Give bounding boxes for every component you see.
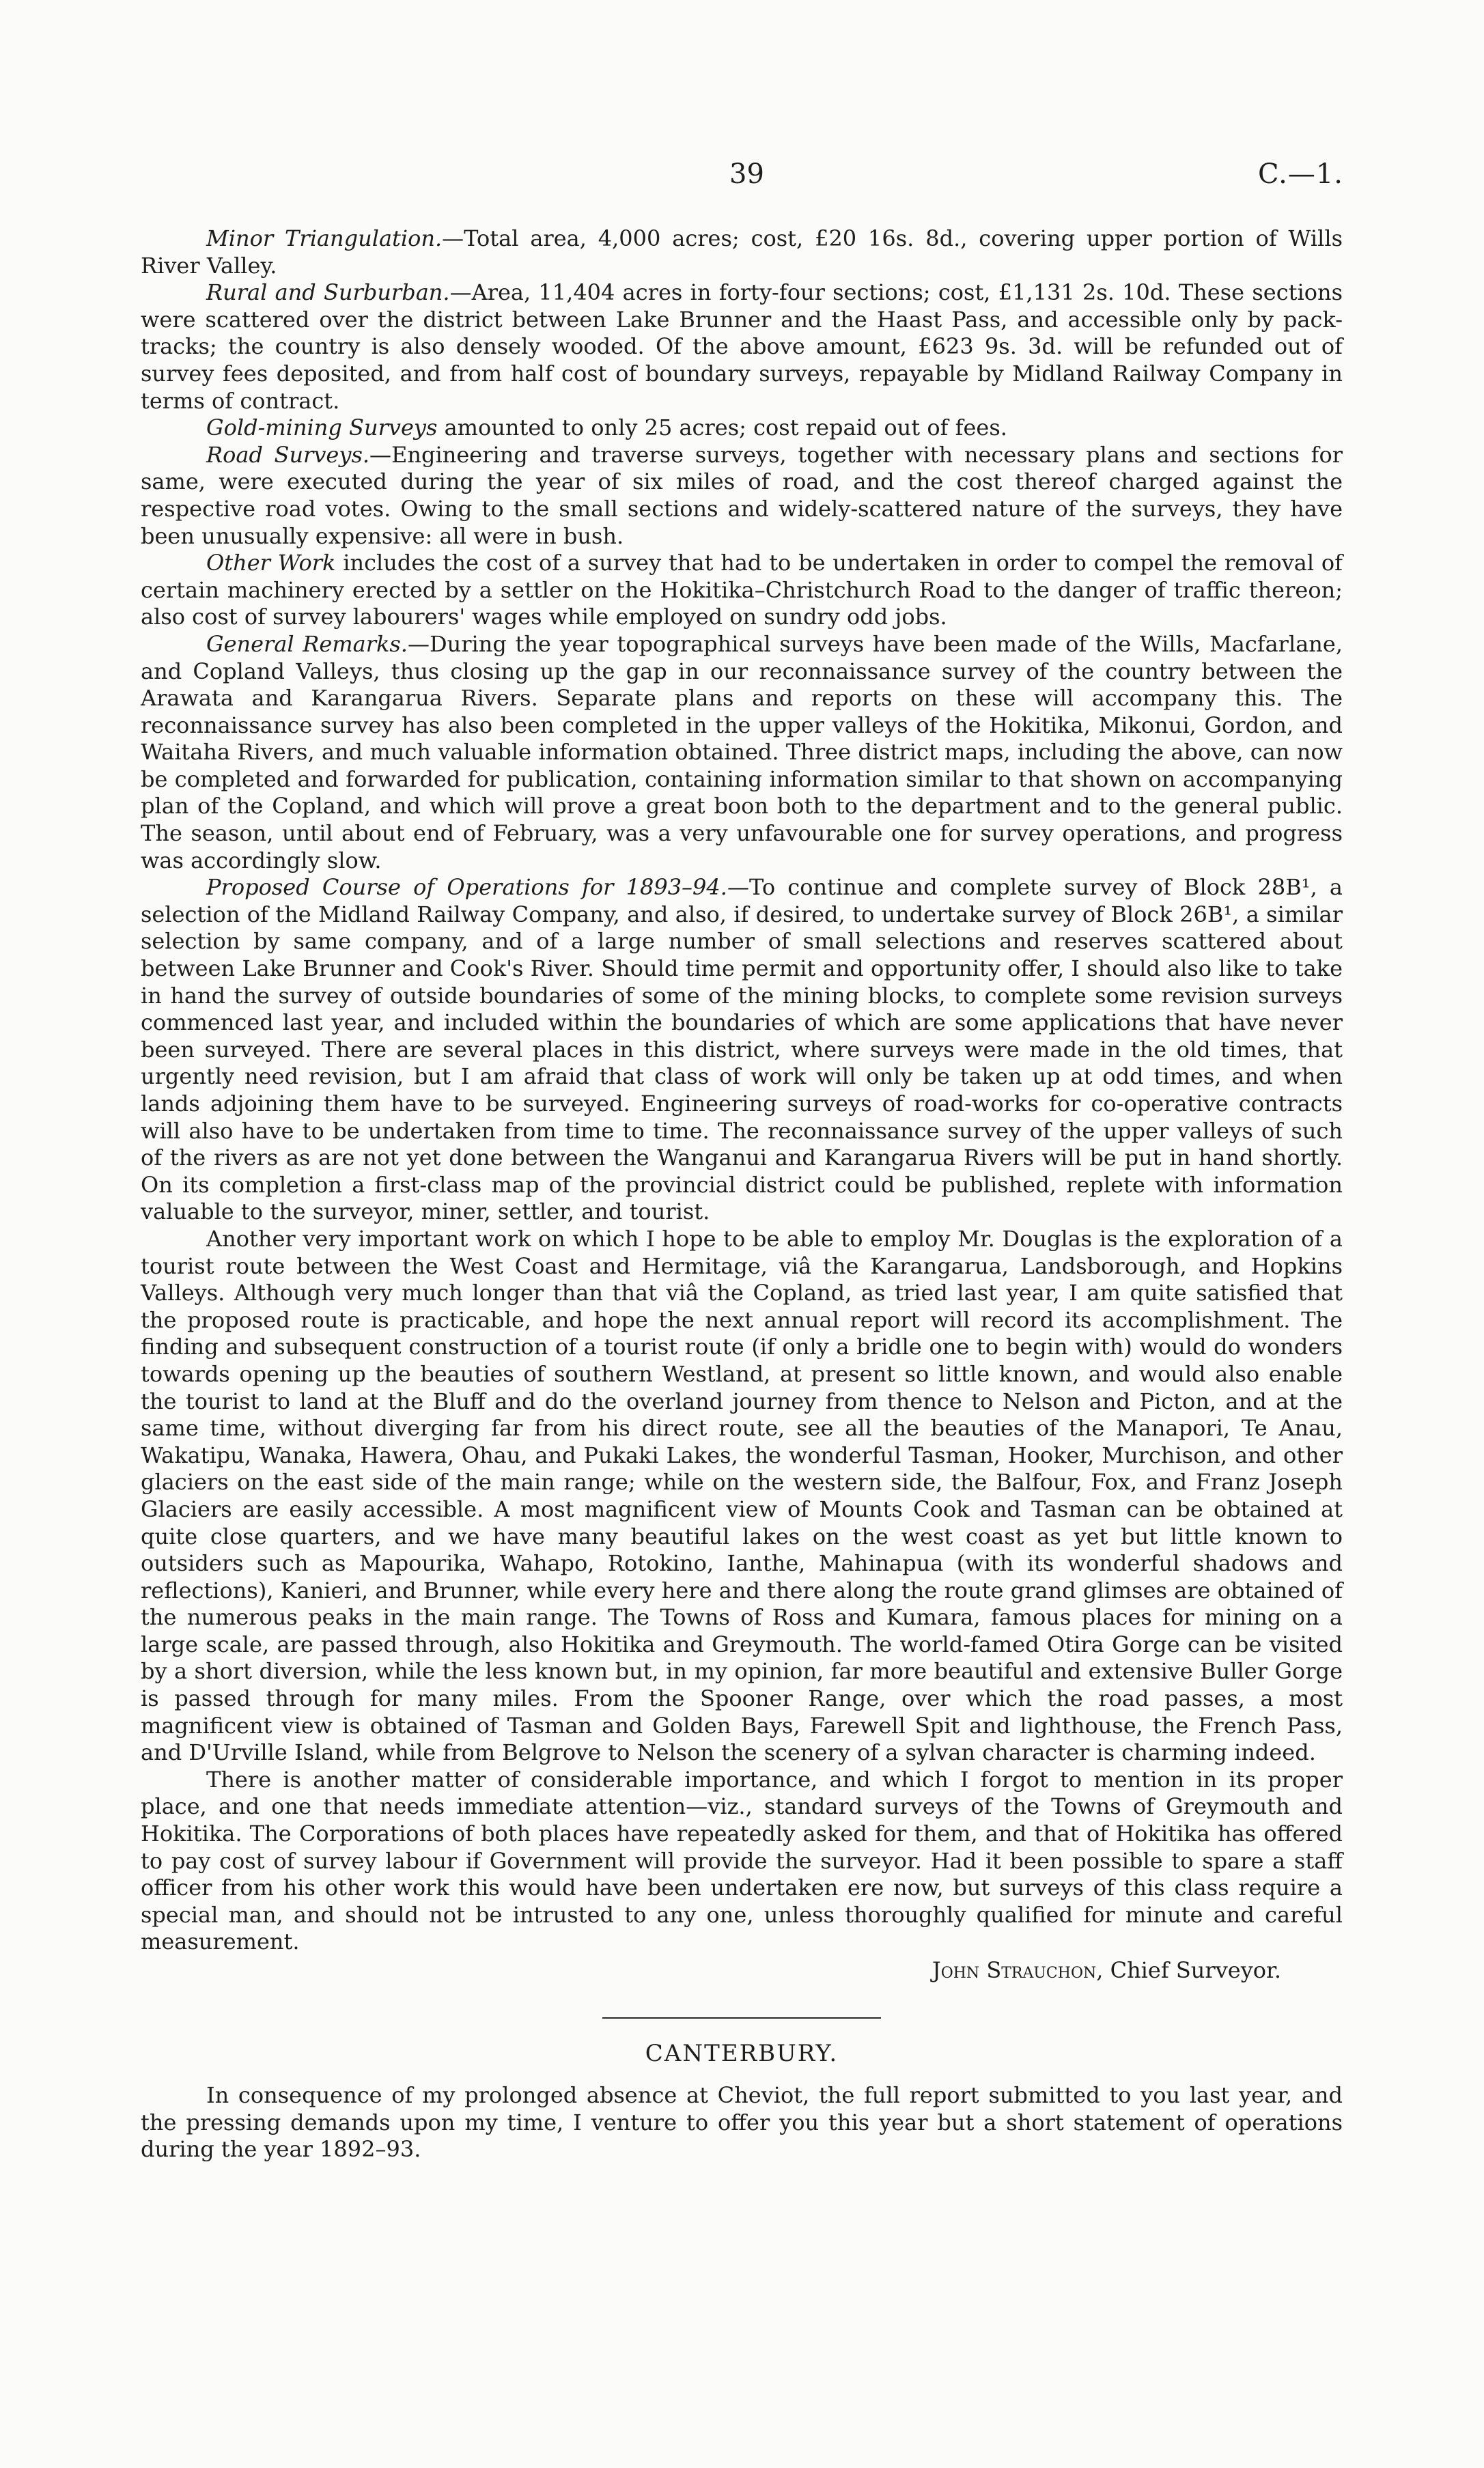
paragraph-text: —To continue and complete survey of Block 28B¹, a selection of the Midland Railway Company, and also, if desired, to undertake survey of Block 26B¹, a similar selection by same company, and of a large number of small selections and reserves scattered about between Lake Brunner and Cook's River. Should time permit and opportunity offer, I should also like to take in hand the survey of outside boundaries of some of the mining blocks, to complete some revision surveys commenced last year, and included within the boundaries of which are some applications that have never been surveyed. There are several places in this district, where surveys were made in the old times, that urgently need revision, but I am afraid that class of work will only be taken up at odd times, and when lands adjoining them have to be surveyed. Engineering surveys of road-works for co-operative contracts will also have to be undertaken from time to time. The reconnaissance survey of the upper valleys of such of the rivers as are not yet done between the Wanganui and Karangarua Rivers will be put in hand shortly. On its completion a first-class map of the provincial district could be published, replete with information valuable to the surveyor, miner, settler, and tourist. [141, 874, 1343, 1225]
section-divider [602, 2017, 881, 2019]
paragraph-lead: Other Work [206, 550, 336, 576]
report-body [141, 225, 1343, 2163]
paragraph-minor-triangulation [141, 225, 1343, 279]
paragraph-text: —Area, 11,404 acres in forty-four sections; cost, £1,131 2s. 10d. These sections were scattered over the district between Lake Brunner and the Haast Pass, and accessible only by pack-tracks; the country is also densely wooded. Of the above amount, £623 9s. 3d. will be refunded out of survey fees deposited, and from half cost of boundary surveys, repayable by Midland Railway Company in terms of contract. [141, 279, 1343, 414]
page-header [0, 158, 1484, 206]
paragraph-text: In consequence of my prolonged absence at Cheviot, the full report submitted to you last year, and the pressing demands upon my time, I venture to offer you this year but a short statement of operations during the year 1892–93. [141, 2082, 1343, 2163]
section-heading-canterbury: CANTERBURY. [645, 2039, 839, 2067]
paragraph-text: —During the year topographical surveys have been made of the Wills, Macfarlane, and Copland Valleys, thus closing up the gap in our reconnaissance survey of the country between the Arawata and Karangarua Rivers. Separate plans and reports on these will accompany this. The reconnaissance survey has also been completed in the upper valleys of the Hokitika, Mikonui, Gordon, and Waitaha Rivers, and much valuable information obtained. Three district maps, including the above, can now be completed and forwarded for publication, containing information similar to that shown on accompanying plan of the Copland, and which will prove a great boon both to the department and to the general public. The season, until about end of February, was a very unfavourable one for survey operations, and progress was accordingly slow. [141, 630, 1343, 873]
paragraph-gold-mining [141, 415, 1343, 442]
paragraph-text: amounted to only 25 acres; cost repaid out of fees. [437, 415, 1007, 441]
paragraph-text: There is another matter of considerable importance, and which I forgot to mention in its proper place, and one that needs immediate attention—viz., standard surveys of the Towns of Greymouth and Hokitika. The Corporations of both places have repeatedly asked for them, and that of Hokitika has offered to pay cost of survey labour if Government will provide the surveyor. Had it been possible to spare a staff officer from his other work this would have been undertaken ere now, but surveys of this class require a special man, and should not be intrusted to any one, unless thoroughly qualified for minute and careful measurement. [141, 1766, 1343, 1955]
signature-name: John Strauchon [932, 1957, 1097, 1983]
paragraph-text: Another very important work on which I hope to be able to employ Mr. Douglas is the exploration of a tourist route between the West Coast and Hermitage, viâ the Karangarua, Landsborough, and Hopkins Valleys. Although very much longer than that viâ the Copland, as tried last year, I am quite satisfied that the proposed route is practicable, and hope the next annual report will record its accomplishment. The finding and subsequent construction of a tourist route (if only a bridle one to begin with) would do wonders towards opening up the beauties of southern Westland, at present so little known, and would also enable the tourist to land at the Bluff and do the overland journey from thence to Nelson and Picton, and at the same time, without diverging far from his direct route, see all the beauties of the Manapori, Te Anau, Wakatipu, Wanaka, Hawera, Ohau, and Pukaki Lakes, the wonderful Tasman, Hooker, Murchison, and other glaciers on the east side of the main range; while on the western side, the Balfour, Fox, and Franz Joseph Glaciers are easily accessible. A most magnificent view of Mounts Cook and Tasman can be obtained at quite close quarters, and we have many beautiful lakes on the west coast as yet but little known to outsiders such as Mapourika, Wahapo, Rotokino, Ianthe, Mahinapua (with its wonderful shadows and reflections), Kanieri, and Brunner, while every here and there along the route grand glimses are obtained of the numerous peaks in the main range. The Towns of Ross and Kumara, famous places for mining on a large scale, are passed through, also Hokitika and Greymouth. The world-famed Otira Gorge can be visited by a short diversion, while the less known but, in my opinion, far more beautiful and extensive Buller Gorge is passed through for many miles. From the Spooner Range, over which the road passes, a most magnificent view is obtained of Tasman and Golden Bays, Farewell Spit and lighthouse, the French Pass, and D'Urville Island, while from Belgrove to Nelson the scenery of a sylvan character is charming indeed. [141, 1225, 1343, 1766]
paragraph-lead: Proposed Course of Operations for 1893–94. [206, 874, 727, 901]
signature [141, 1957, 1343, 1985]
paragraph-road-surveys [141, 442, 1343, 550]
paragraph-lead: Gold-mining Surveys [206, 415, 438, 441]
paragraph-town-surveys [141, 1767, 1343, 1956]
paragraph-lead: Rural and Surburban. [206, 279, 450, 306]
paragraph-general-remarks [141, 631, 1343, 874]
series-code: C.—1. [1257, 158, 1343, 190]
paragraph-tourist-route [141, 1226, 1343, 1767]
paragraph-lead: General Remarks. [206, 630, 408, 657]
page-number: 39 [729, 158, 764, 190]
paragraph-other-work [141, 550, 1343, 631]
paragraph-text: —Total area, 4,000 acres; cost, £20 16s. 8d., covering upper portion of Wills River Valley. [141, 225, 1343, 279]
paragraph-lead: Road Surveys. [206, 441, 370, 468]
paragraph-lead: Minor Triangulation. [206, 225, 443, 251]
paragraph-proposed-operations [141, 874, 1343, 1226]
paragraph-canterbury-intro [141, 2082, 1343, 2163]
paragraph-rural-suburban [141, 279, 1343, 415]
paragraph-text: —Engineering and traverse surveys, together with necessary plans and sections for same, were executed during the year of six miles of road, and the cost thereof charged against the respective road votes. Owing to the small sections and widely-scattered nature of the surveys, they have been unusually expensive: all were in bush. [141, 441, 1343, 549]
paragraph-text: includes the cost of a survey that had to be undertaken in order to compel the removal of certain machinery erected by a settler on the Hokitika–Christchurch Road to the danger of traffic thereon; also cost of survey labourers' wages while employed on sundry odd jobs. [141, 550, 1343, 630]
signature-title: , Chief Surveyor. [1096, 1957, 1281, 1983]
